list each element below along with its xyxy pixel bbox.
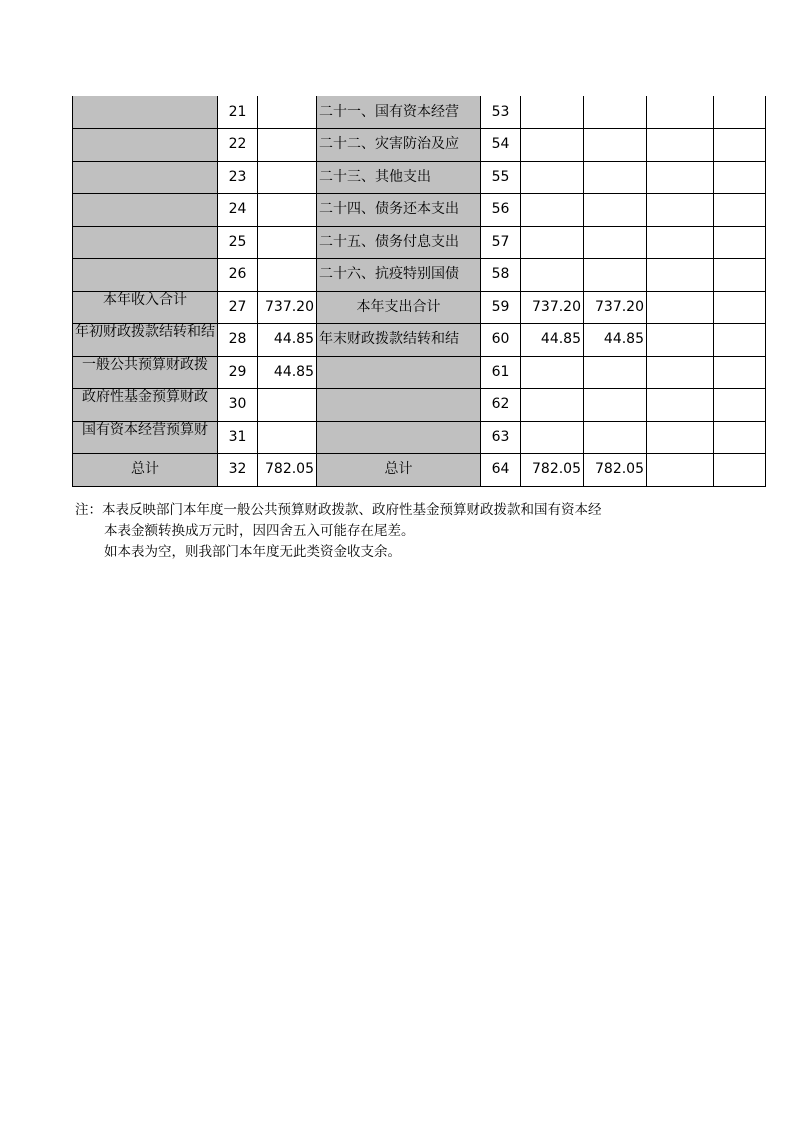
expense-amount-fund-cell — [647, 324, 714, 357]
expense-amount-general-cell — [584, 194, 647, 227]
expense-amount-general-cell — [584, 161, 647, 194]
table-row — [73, 356, 766, 389]
budget-table — [72, 96, 766, 487]
expense-amount-general-cell — [584, 421, 647, 454]
expense-amount-capital-cell — [714, 226, 766, 259]
expense-amount-total-cell — [521, 226, 584, 259]
expense-line-no-cell: 63 — [481, 421, 521, 454]
income-line-no-cell: 32 — [218, 454, 258, 487]
expense-label-cell: 年末财政拨款结转和结 — [317, 324, 481, 357]
expense-label-cell: 二十六、抗疫特别国债 — [317, 259, 481, 292]
income-amount-cell — [258, 96, 317, 129]
expense-amount-capital-cell — [714, 356, 766, 389]
expense-line-no-cell: 53 — [481, 96, 521, 129]
expense-amount-capital-cell — [714, 389, 766, 422]
income-amount-cell — [258, 161, 317, 194]
table-row — [73, 454, 766, 487]
expense-amount-fund-cell — [647, 259, 714, 292]
income-amount-cell — [258, 194, 317, 227]
expense-label-cell — [317, 389, 481, 422]
expense-amount-fund-cell — [647, 356, 714, 389]
income-label-cell — [73, 259, 218, 292]
expense-amount-total-cell — [521, 389, 584, 422]
income-line-no-cell: 21 — [218, 96, 258, 129]
expense-label-cell: 二十一、国有资本经营 — [317, 96, 481, 129]
income-amount-cell: 737.20 — [258, 291, 317, 324]
expense-label-cell: 二十五、债务付息支出 — [317, 226, 481, 259]
note-line-3: 如本表为空，则我部门本年度无此类资金收支余。 — [104, 544, 401, 560]
income-label-cell: 年初财政拨款结转和结 — [73, 324, 218, 357]
expense-amount-general-cell — [584, 389, 647, 422]
table-row — [73, 161, 766, 194]
expense-amount-total-cell — [521, 194, 584, 227]
expense-line-no-cell: 54 — [481, 129, 521, 162]
income-line-no-cell: 24 — [218, 194, 258, 227]
expense-amount-general-cell: 737.20 — [584, 291, 647, 324]
expense-amount-fund-cell — [647, 194, 714, 227]
expense-amount-fund-cell — [647, 421, 714, 454]
expense-amount-total-cell: 737.20 — [521, 291, 584, 324]
table-row — [73, 194, 766, 227]
expense-line-no-cell: 60 — [481, 324, 521, 357]
expense-amount-total-cell — [521, 356, 584, 389]
table-row — [73, 129, 766, 162]
expense-amount-fund-cell — [647, 226, 714, 259]
expense-amount-general-cell — [584, 96, 647, 129]
expense-label-cell — [317, 356, 481, 389]
expense-amount-total-cell: 44.85 — [521, 324, 584, 357]
income-label-cell: 国有资本经营预算财 — [73, 421, 218, 454]
table-row — [73, 324, 766, 357]
expense-label-cell: 二十四、债务还本支出 — [317, 194, 481, 227]
table-row — [73, 389, 766, 422]
income-line-no-cell: 28 — [218, 324, 258, 357]
expense-amount-fund-cell — [647, 454, 714, 487]
expense-amount-general-cell — [584, 226, 647, 259]
expense-amount-fund-cell — [647, 129, 714, 162]
income-label-cell: 政府性基金预算财政 — [73, 389, 218, 422]
expense-amount-fund-cell — [647, 389, 714, 422]
income-label-cell: 一般公共预算财政拨 — [73, 356, 218, 389]
expense-amount-capital-cell — [714, 259, 766, 292]
table-row — [73, 96, 766, 129]
income-label-cell: 总计 — [73, 454, 218, 487]
expense-amount-fund-cell — [647, 291, 714, 324]
expense-amount-capital-cell — [714, 129, 766, 162]
expense-amount-general-cell — [584, 129, 647, 162]
expense-amount-capital-cell — [714, 324, 766, 357]
income-label-cell — [73, 226, 218, 259]
income-label-cell: 本年收入合计 — [73, 291, 218, 324]
expense-amount-general-cell — [584, 356, 647, 389]
expense-line-no-cell: 57 — [481, 226, 521, 259]
expense-label-cell — [317, 421, 481, 454]
income-label-cell — [73, 161, 218, 194]
expense-amount-total-cell — [521, 259, 584, 292]
income-label-cell — [73, 96, 218, 129]
expense-amount-general-cell: 782.05 — [584, 454, 647, 487]
income-line-no-cell: 31 — [218, 421, 258, 454]
expense-amount-fund-cell — [647, 161, 714, 194]
expense-amount-total-cell — [521, 129, 584, 162]
expense-amount-capital-cell — [714, 454, 766, 487]
expense-line-no-cell: 59 — [481, 291, 521, 324]
income-line-no-cell: 22 — [218, 129, 258, 162]
expense-amount-capital-cell — [714, 421, 766, 454]
expense-amount-total-cell — [521, 421, 584, 454]
expense-amount-total-cell — [521, 161, 584, 194]
income-amount-cell: 782.05 — [258, 454, 317, 487]
income-label-cell — [73, 129, 218, 162]
table-row — [73, 226, 766, 259]
income-line-no-cell: 25 — [218, 226, 258, 259]
income-amount-cell — [258, 259, 317, 292]
note-line-1: 注：本表反映部门本年度一般公共预算财政拨款、政府性基金预算财政拨款和国有资本经 — [75, 502, 602, 518]
income-amount-cell — [258, 421, 317, 454]
table-row — [73, 259, 766, 292]
income-amount-cell — [258, 226, 317, 259]
expense-amount-total-cell — [521, 96, 584, 129]
expense-line-no-cell: 58 — [481, 259, 521, 292]
income-line-no-cell: 27 — [218, 291, 258, 324]
income-line-no-cell: 26 — [218, 259, 258, 292]
expense-label-cell: 二十二、灾害防治及应 — [317, 129, 481, 162]
expense-amount-general-cell — [584, 259, 647, 292]
expense-amount-capital-cell — [714, 161, 766, 194]
expense-line-no-cell: 62 — [481, 389, 521, 422]
table-row — [73, 291, 766, 324]
income-amount-cell — [258, 389, 317, 422]
expense-label-cell: 本年支出合计 — [317, 291, 481, 324]
income-amount-cell: 44.85 — [258, 324, 317, 357]
income-label-cell — [73, 194, 218, 227]
expense-amount-total-cell: 782.05 — [521, 454, 584, 487]
table-row — [73, 421, 766, 454]
expense-line-no-cell: 64 — [481, 454, 521, 487]
expense-amount-capital-cell — [714, 96, 766, 129]
income-amount-cell — [258, 129, 317, 162]
expense-line-no-cell: 56 — [481, 194, 521, 227]
expense-amount-fund-cell — [647, 96, 714, 129]
expense-label-cell: 总计 — [317, 454, 481, 487]
expense-line-no-cell: 55 — [481, 161, 521, 194]
notes — [75, 500, 602, 563]
expense-amount-general-cell: 44.85 — [584, 324, 647, 357]
income-line-no-cell: 23 — [218, 161, 258, 194]
expense-amount-capital-cell — [714, 194, 766, 227]
income-amount-cell: 44.85 — [258, 356, 317, 389]
expense-amount-capital-cell — [714, 291, 766, 324]
income-line-no-cell: 29 — [218, 356, 258, 389]
expense-line-no-cell: 61 — [481, 356, 521, 389]
note-line-2: 本表金额转换成万元时，因四舍五入可能存在尾差。 — [104, 523, 415, 539]
income-line-no-cell: 30 — [218, 389, 258, 422]
expense-label-cell: 二十三、其他支出 — [317, 161, 481, 194]
